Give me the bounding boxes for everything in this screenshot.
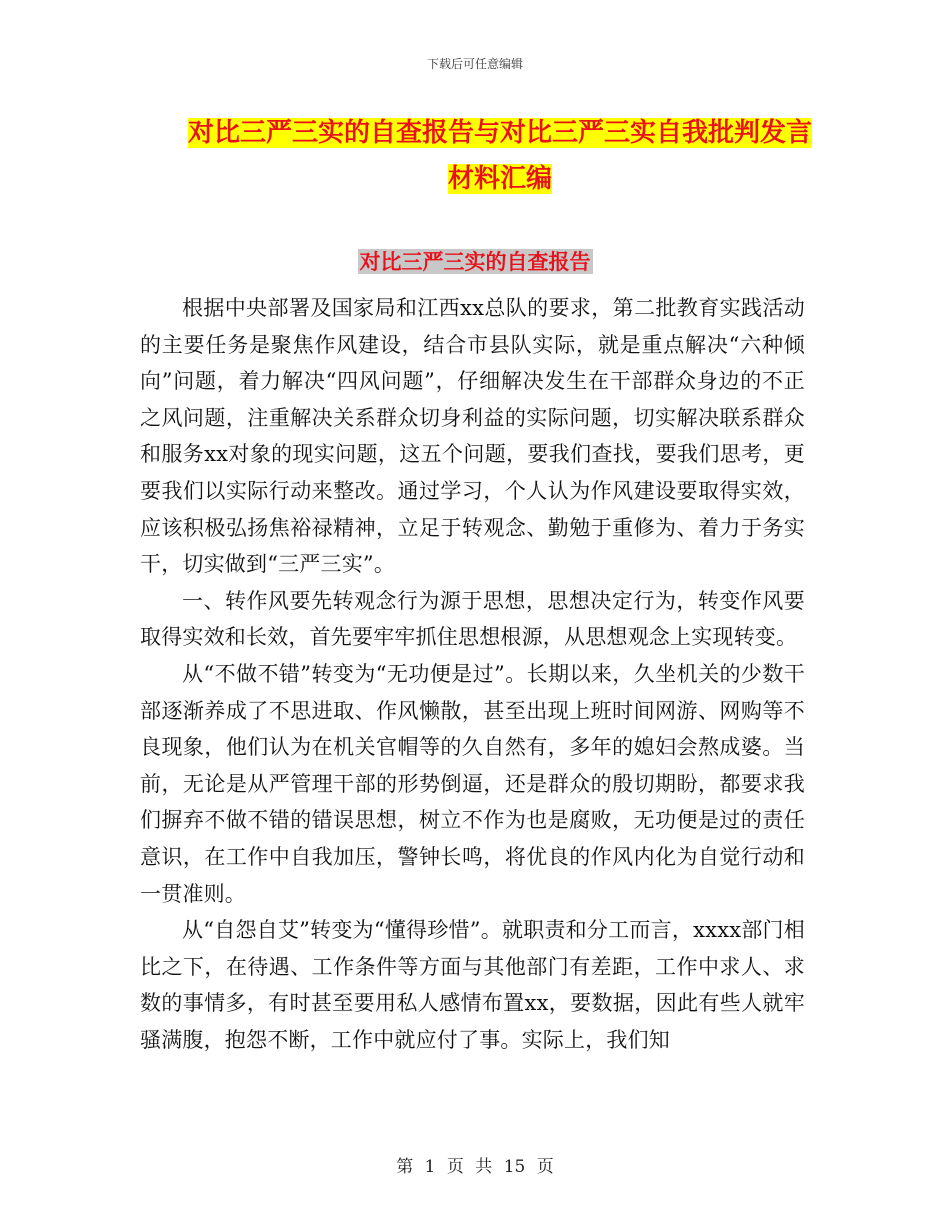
document-title-text: 对比三严三实的自查报告与对比三严三实自我批判发言材料汇编 (187, 118, 812, 194)
paragraph: 从“自怨自艾”转变为“懂得珍惜”。就职责和分工而言，xxxx部门相比之下，在待遇、工作条件等方面与其他部门有差距，工作中求人、求数的事情多，有时甚至要用私人感情布置xx，要数据，因此有些人就牢骚满腹，抱怨不断，工作中就应付了事。实际上，我们知 (140, 918, 805, 1052)
document-body (140, 290, 805, 1058)
page-header-note: 下载后可任意编辑 (426, 57, 523, 71)
paragraph: 一、转作风要先转观念行为源于思想，思想决定行为，转变作风要取得实效和长效，首先要牢牢抓住思想根源，从思想观念上实现转变。 (140, 588, 805, 650)
section-title (0, 246, 950, 276)
paragraph: 从“不做不错”转变为“无功便是过”。长期以来，久坐机关的少数干部逐渐养成了不思进取、作风懒散，甚至出现上班时间网游、网购等不良现象，他们认为在机关官帽等的久自然有，多年的媳妇会熬成婆。当前，无论是从严管理干部的形势倒逼，还是群众的殷切期盼，都要求我们摒弃不做不错的错误思想，树立不作为也是腐败，无功便是过的责任意识，在工作中自我加压，警钟长鸣，将优良的作风内化为自觉行动和一贯准则。 (140, 661, 805, 906)
document-title (185, 110, 815, 202)
paragraph: 根据中央部署及国家局和江西xx总队的要求，第二批教育实践活动的主要任务是聚焦作风建设，结合市县队实际，就是重点解决“六种倾向”问题，着力解决“四风问题”，仔细解决发生在干部群众身边的不正之风问题，注重解决关系群众切身利益的实际问题，切实解决联系群众和服务xx对象的现实问题，这五个问题，要我们查找，要我们思考，更要我们以实际行动来整改。通过学习，个人认为作风建设要取得实效，应该积极弘扬焦裕禄精神，立足于转观念、勤勉于重修为、着力于务实干，切实做到“三严三实”。 (140, 296, 805, 577)
page-footer: 第 1 页 共 15 页 (396, 1157, 554, 1177)
section-title-text: 对比三严三实的自查报告 (359, 249, 591, 274)
